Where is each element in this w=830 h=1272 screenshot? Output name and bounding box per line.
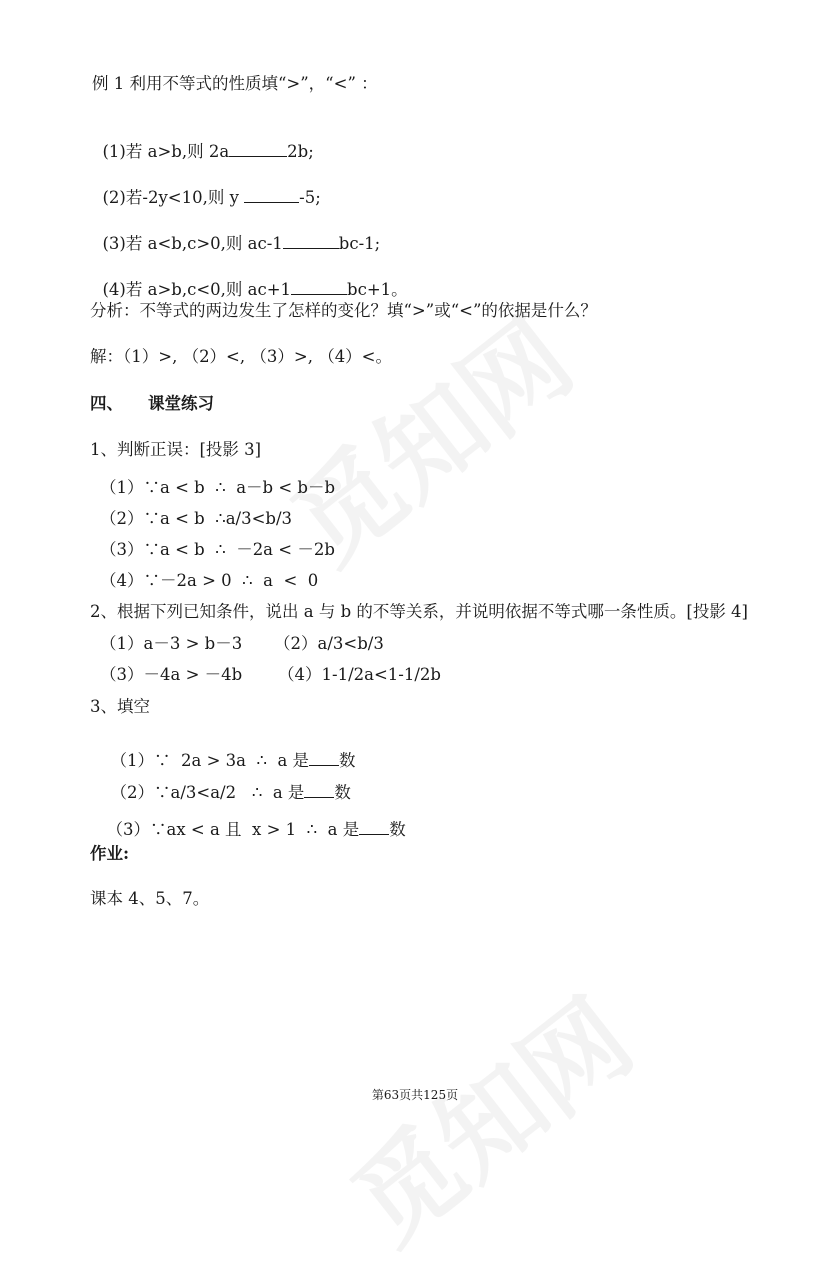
question-2-item: （3）－4a > －4b (100, 665, 243, 684)
example-item-text: (2)若-2y<10,则 y (102, 188, 245, 207)
question-3-title: 3、填空 (90, 697, 150, 716)
example-item-text: (4)若 a>b,c<0,则 ac+1 (102, 280, 292, 299)
answer-blank (244, 186, 299, 203)
page-number: 第63页共125页 (371, 1088, 459, 1102)
section-number: 四、 (90, 394, 123, 413)
question-1-item: （4）∵－2a > 0 ∴ a < 0 (100, 571, 319, 590)
question-1-item: （3）∵a < b ∴ －2a < －2b (100, 540, 335, 559)
example-item-text: (3)若 a<b,c>0,则 ac-1 (102, 234, 283, 253)
example-intro: 例 1 利用不等式的性质填“>”，“<” ： (92, 74, 378, 93)
question-3-text: （2）∵a/3<a/2 ∴ a 是 (110, 783, 305, 802)
question-3-text: 数 (339, 751, 356, 770)
answer-blank (283, 232, 339, 249)
question-2-item: （2）a/3<b/3 (274, 634, 384, 653)
question-1-item: （2）∵a < b ∴a/3<b/3 (100, 509, 293, 528)
question-3-text: 数 (389, 820, 406, 839)
question-1-item: （1）∵a < b ∴ a－b < b－b (100, 478, 336, 497)
homework-content: 课本 4、5、7。 (90, 889, 210, 908)
question-2-item: （4）1-1/2a<1-1/2b (278, 665, 441, 684)
example-item-text: (1)若 a>b,则 2a (102, 142, 230, 161)
example-item-2 (92, 164, 321, 209)
answer-blank (229, 140, 287, 157)
homework-title: 作业: (90, 844, 130, 863)
example-item-text: 2b; (287, 142, 314, 161)
question-3-item (96, 796, 406, 841)
watermark-bottom (317, 959, 658, 1272)
question-2-item: （1）a－3 > b－3 (100, 634, 243, 653)
example-item-3 (92, 210, 380, 255)
question-1-title: 1、判断正误：[投影 3] (90, 440, 262, 459)
example-item-text: -5; (299, 188, 321, 207)
example-item-text: bc-1; (338, 234, 381, 253)
section-title: 课堂练习 (148, 394, 214, 413)
question-3-text: （1）∵ 2a > 3a ∴ a 是 (110, 751, 310, 770)
answer-blank (291, 278, 347, 295)
answer-blank (359, 818, 389, 835)
analysis-text: 分析：不等式的两边发生了怎样的变化？填“>”或“<”的依据是什么？ (90, 301, 597, 320)
solution-text: 解：（1）>, （2）<, （3）>, （4）<。 (90, 347, 393, 366)
question-3-text: （3）∵ax < a 且 x > 1 ∴ a 是 (106, 820, 360, 839)
example-item-1 (92, 118, 314, 163)
question-2-title: 2、根据下列已知条件，说出 a 与 b 的不等关系，并说明依据不等式哪一条性质。[投影 4] (90, 602, 748, 621)
question-3-text: 数 (334, 783, 351, 802)
example-item-text: bc+1。 (347, 280, 408, 299)
example-item-4 (92, 256, 408, 301)
